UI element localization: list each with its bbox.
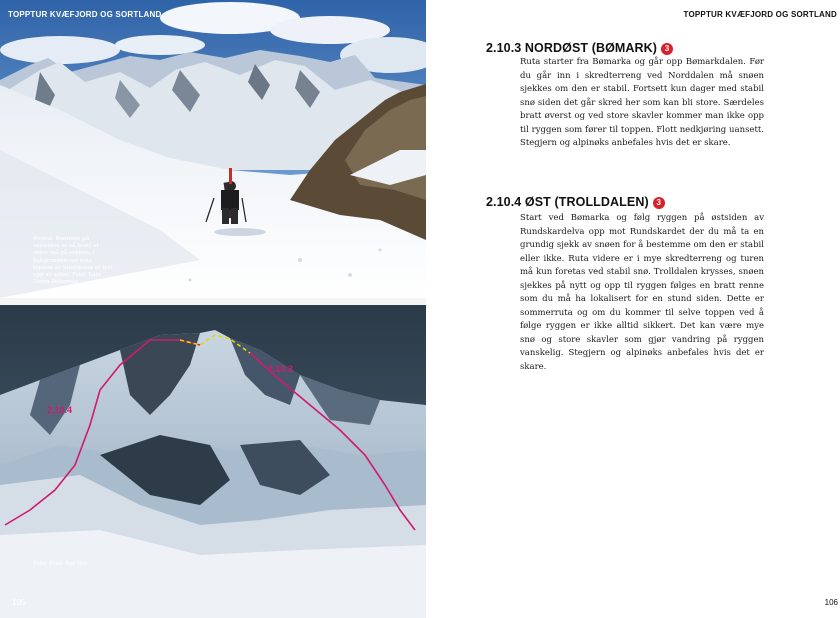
section-body-2-10-4: Start ved Bømarka og følg ryggen på østsiden av Rundskardelva opp mot Rundskardet der du må ta en grundig sjekk av snøen for å bestemme om den er stabil eller ikke. Ruta videre er i mye skredterreng og turen må kun foretas ved stabil snø. Trolldalen krysses, snøen sjekkes på nytt og opp til ryggen følges en bratt renne som du må ha lokalisert for en stund siden. Dette er sommerruta og om du kommer til selve toppen ved å følge ryggen er ikke alltid sikkert. Det kan være mye snø og store skavler som gjør vandring på ryggen vanskelig. Stegjern og alpinøks anbefales hvis det er skare.: [520, 213, 764, 372]
photo-caption-top: Øverst: Rennene på vestsiden er så bratt at siden må på sekken. I bakgrunnen ser man toppen av Stortinden er lyst opp av solen. Foto: Lars Owen Pettersen: [33, 236, 113, 286]
section-heading-2-10-3: [486, 41, 673, 55]
route-label-2-10-4: 2.10.4: [47, 405, 73, 415]
section-title: 2.10.4 ØST (TROLLDALEN): [486, 195, 649, 209]
route-label-2-10-3: 2.10.3: [268, 364, 294, 374]
running-head-right: TOPPTUR KVÆFJORD OG SORTLAND: [683, 10, 837, 19]
page-number-right: 106: [824, 598, 838, 607]
page-number-left: 105: [12, 598, 26, 607]
difficulty-badge: 3: [653, 197, 665, 209]
photo-caption-bottom: Foto: Fred Åge Hol.: [33, 561, 89, 567]
route-photo-illustration: [0, 305, 426, 618]
photo-route-overview: [0, 305, 426, 618]
section-body-2-10-3: Ruta starter fra Bømarka og går opp Bømarkdalen. Før du går inn i skredterreng ved Norddalen må snøen sjekkes om den er stabil. Fortsett kun dager med stabil snø siden det går skred her som kan bli store. Særdeles bratt øverst og ved store skavler kommer man ikke opp til ryggen som fører til toppen. Flott nedkjøring uansett. Stegjern og alpinøks anbefales hvis det er skare.: [520, 57, 764, 148]
section-heading-2-10-4: [486, 195, 665, 209]
difficulty-badge: 3: [661, 43, 673, 55]
running-head-left: TOPPTUR KVÆFJORD OG SORTLAND: [8, 10, 162, 19]
section-title: 2.10.3 NORDØST (BØMARK): [486, 41, 658, 55]
